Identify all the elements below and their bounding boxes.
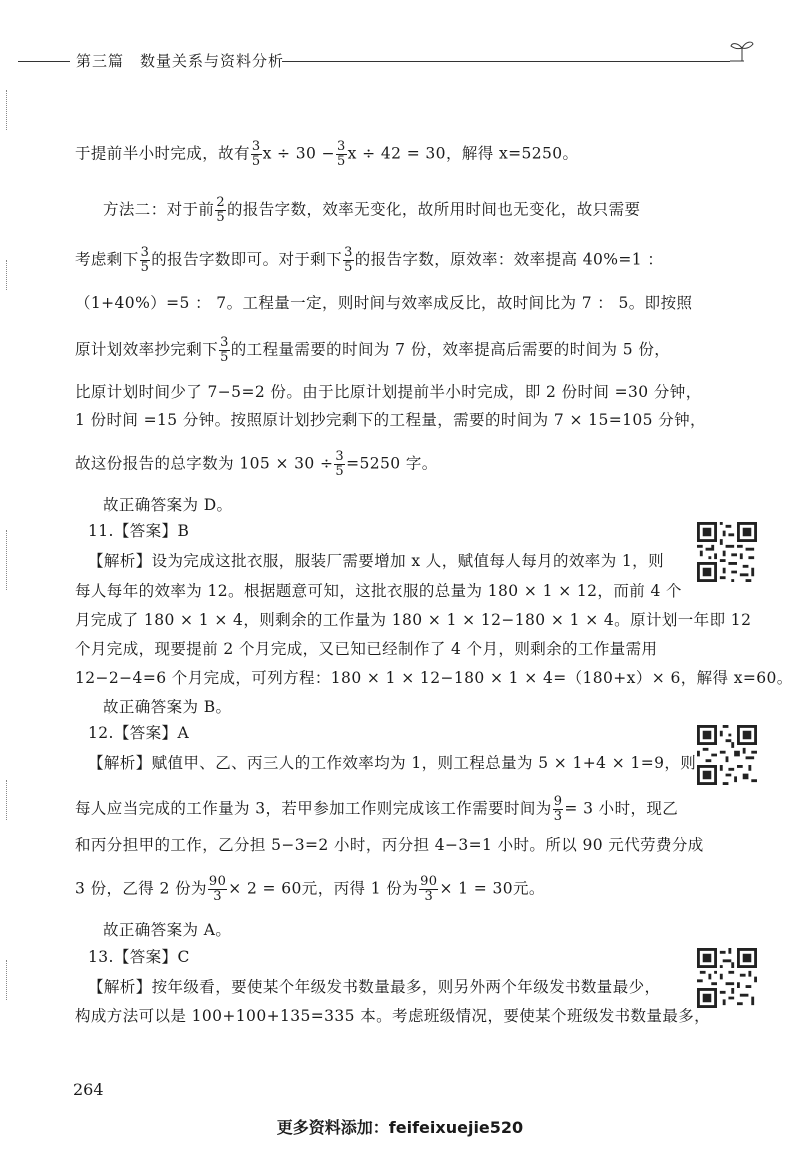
fraction [419,875,438,904]
text-line: 比原计划时间少了 7−5=2 份。由于比原计划提前半小时完成，即 2 份时间 =30 分钟， [75,383,702,401]
text-segment: x ÷ 42 = 30，解得 x=5250。 [347,144,579,163]
fraction-denominator: 3 [213,889,222,904]
fraction-numerator: 3 [335,449,345,464]
fraction-numerator: 3 [344,245,353,260]
answer-heading: 11.【答案】B [88,522,190,540]
fraction-denominator: 5 [337,154,346,169]
fraction-denominator: 5 [344,260,353,275]
text-line [75,336,670,365]
fraction-numerator: 3 [337,139,346,154]
text-line: 1 份时间 =15 分钟。按照原计划抄完剩下的工程量，需要的时间为 7 × 15=105 分钟， [75,411,706,429]
page-number: 264 [73,1080,104,1099]
header-title: 第三篇 数量关系与资料分析 [76,52,285,70]
text-line: 个月完成，现要提前 2 个月完成，又已知已经制作了 4 个月，则剩余的工作量需用 [75,640,658,658]
text-segment: 方法二：对于前 [103,200,215,219]
fraction-numerator: 2 [216,195,225,210]
text-segment: × 2 = 60元，丙得 1 份为 [228,879,419,898]
fraction [251,140,262,169]
fraction-numerator: 90 [208,874,227,889]
text-line [75,875,545,904]
text-segment: = 3 小时，现乙 [564,799,679,818]
text-segment: x ÷ 30 − [262,144,335,163]
text-segment: 考虑剩下 [75,250,139,269]
text-line [75,795,678,824]
text-line: 【解析】赋值甲、乙、丙三人的工作效率均为 1，则工程总量为 5 × 1+4 × 1=9，则 [88,754,697,772]
text-segment: 的报告字数，效率无变化，故所用时间也无变化，故只需要 [226,200,641,219]
text-line: 每人每年的效率为 12。根据题意可知，这批衣服的总量为 180 × 1 × 12，而前 4 个 [75,582,682,600]
margin-dots [6,90,9,130]
fraction [215,196,226,225]
fraction-numerator: 90 [420,874,438,889]
text-line: 故正确答案为 B。 [103,698,232,716]
text-line: 和丙分担甲的工作，乙分担 5−3=2 小时，丙分担 4−3=1 小时。所以 90 元代劳费分成 [75,836,704,854]
text-line: （1+40%）=5 ： 7。工程量一定，则时间与效率成反比，故时间比为 7 ： 5。即按照 [75,294,693,312]
text-segment: 的工程量需要的时间为 7 份，效率提高后需要的时间为 5 份， [230,340,671,359]
text-line [103,196,640,225]
fraction-denominator: 5 [335,464,345,479]
margin-dots [6,960,9,1000]
fraction-denominator: 5 [251,154,261,169]
text-line: 12−2−4=6 个月完成，可列方程：180 × 1 × 12−180 × 1 × 4=（180+x）× 6，解得 x=60。 [75,669,793,687]
page-header [0,44,800,74]
text-line [75,246,663,275]
qr-code-icon[interactable] [697,725,757,785]
text-segment: × 1 = 30元。 [439,879,545,898]
text-segment: 原计划效率抄完剩下 [75,340,219,359]
text-line [75,450,438,479]
fraction-numerator: 3 [251,139,261,154]
answer-heading: 12.【答案】A [88,724,190,742]
text-line: 【解析】按年级看，要使某个年级发书数量最多，则另外两个年级发书数量最少， [88,978,661,996]
fraction [219,336,230,365]
footer-note: 更多资料添加：feifeixuejie520 [276,1118,524,1137]
text-line: 月完成了 180 × 1 × 4，则剩余的工作量为 180 × 1 × 12−180 × 1 × 4。原计划一年即 12 [75,611,752,629]
fraction [343,246,354,275]
fraction-denominator: 5 [140,260,150,275]
header-rule-right [282,61,730,62]
fraction-denominator: 3 [553,809,563,824]
margin-dots [6,530,9,590]
text-segment: 3 份，乙得 2 份为 [75,879,207,898]
fraction-numerator: 3 [220,335,229,350]
answer-heading: 13.【答案】C [88,948,190,966]
fraction [140,246,151,275]
fraction-numerator: 9 [553,794,563,809]
qr-code-icon[interactable] [697,522,757,582]
fraction [208,875,227,904]
fraction-denominator: 5 [216,210,225,225]
fraction-denominator: 5 [220,350,229,365]
text-line [75,140,578,169]
text-segment: 的报告字数，原效率：效率提高 40%=1 ： [354,250,664,269]
text-line: 【解析】设为完成这批衣服，服装厂需要增加 x 人，赋值每人每月的效率为 1，则 [88,552,664,570]
header-rule-left [18,61,70,62]
sprout-icon [728,38,756,68]
fraction [553,795,564,824]
text-segment: 于提前半小时完成，故有 [75,144,250,163]
text-line: 故正确答案为 D。 [103,496,233,514]
text-line: 构成方法可以是 100+100+135=335 本。考虑班级情况，要使某个班级发书数量最多， [75,1007,711,1025]
fraction-denominator: 3 [424,889,434,904]
fraction [336,140,347,169]
margin-dots [6,260,9,290]
fraction [334,450,345,479]
text-line: 故正确答案为 A。 [103,921,232,939]
text-segment: 每人应当完成的工作量为 3，若甲参加工作则完成该工作需要时间为 [75,799,552,818]
text-segment: =5250 字。 [346,454,438,473]
text-segment: 故这份报告的总字数为 105 × 30 ÷ [75,454,334,473]
qr-code-icon[interactable] [697,948,757,1008]
text-segment: 的报告字数即可。对于剩下 [151,250,343,269]
fraction-numerator: 3 [140,245,150,260]
margin-dots [6,780,9,820]
